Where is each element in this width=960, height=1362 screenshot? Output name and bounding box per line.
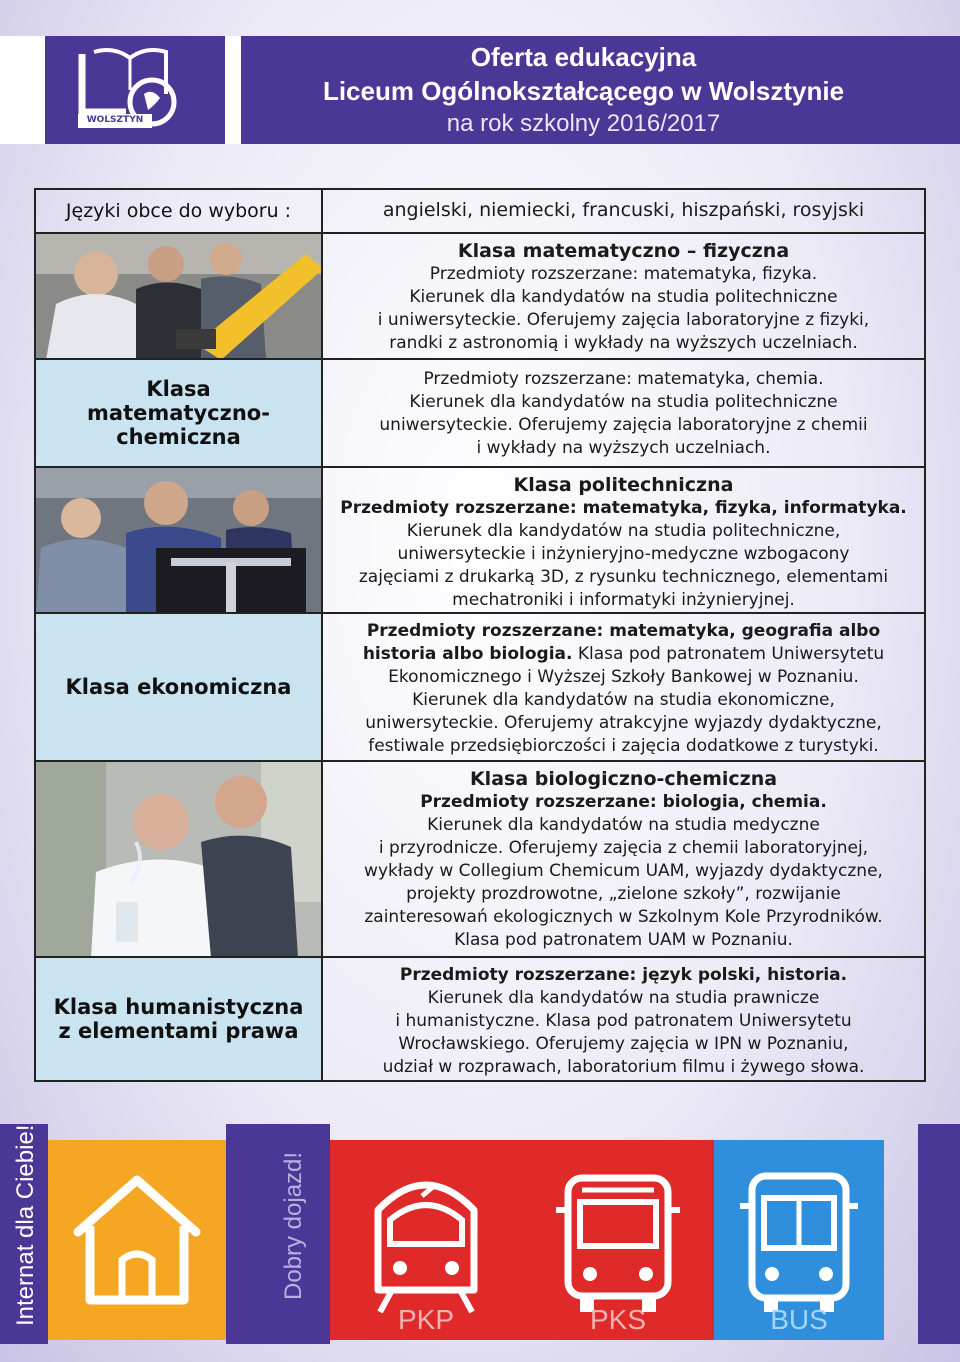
photo-lab [36,762,323,958]
mat-fiz-line3: i uniwersyteckie. Oferujemy zajęcia laboratoryjne z fizyki, [377,310,870,330]
ekonom-line5: uniwersyteckie. Oferujemy atrakcyjne wyjazdy dydaktyczne, [365,713,882,733]
biolchem-line3: i przyrodnicze. Oferujemy zajęcia z chemii laboratoryjnej, [378,838,869,858]
students-lab-image [36,762,323,958]
mat-chem-line4: i wykłady na wyższych uczelniach. [476,438,771,458]
ekonom-line2-rest: Klasa pod patronatem Uniwersytetu [572,644,885,664]
politech-title: Klasa politechniczna [513,474,734,496]
students-3d-printer-image [36,468,323,614]
mat-chem-label-2: matematyczno- [87,401,270,425]
biolchem-line4: wykłady w Collegium Chemicum UAM, wyjazdy dydaktyczne, [364,861,883,881]
bus-tile [714,1140,884,1340]
title-line-1: Oferta edukacyjna [470,42,697,72]
biolchem-line6: zainteresowań ekologicznych w Szkolnym Kole Przyrodników. [364,907,883,927]
human-line1: Przedmioty rozszerzane: język polski, historia. [399,965,848,985]
ekonom-line1: Przedmioty rozszerzane: matematyka, geografia albo [366,621,881,641]
politech-line5: mechatroniki i informatyki inżynieryjnej. [452,590,795,610]
biolchem-line1: Przedmioty rozszerzane: biologia, chemia. [420,792,827,812]
mat-fiz-cell [323,234,924,360]
ekonom-line6: festiwale przedsiębiorczości i zajęcia dodatkowe z turystyki. [368,736,879,756]
dojazd-text: Dobry dojazd! [280,1151,307,1300]
biolchem-cell [323,762,924,958]
header-title-box [241,36,926,144]
ekonom-line2 [323,643,924,666]
title-line-3: na rok szkolny 2016/2017 [446,110,721,137]
mat-fiz-line2: Kierunek dla kandydatów na studia politechniczne [409,287,838,307]
pks-tile [522,1140,714,1340]
house-icon [48,1140,226,1340]
header-left-margin [0,36,45,144]
bottom-right-purple [918,1124,960,1344]
ekonom-cell [323,614,924,762]
offer-table [34,188,926,1082]
pks-label: PKS [589,1304,647,1335]
title-line-2: Liceum Ogólnokształcącego w Wolsztynie [322,76,845,106]
pkp-tile [330,1140,522,1340]
logo-box [45,36,225,144]
human-cell [323,958,924,1080]
bus-label: BUS [770,1304,828,1335]
mat-chem-line2: Kierunek dla kandydatów na studia politechniczne [409,392,838,412]
biolchem-title: Klasa biologiczno-chemiczna [469,768,778,790]
politech-cell [323,468,924,614]
biolchem-line2: Kierunek dla kandydatów na studia medyczne [427,815,820,835]
mat-chem-line1: Przedmioty rozszerzane: matematyka, chemia. [423,369,824,389]
logo-text: WOLSZTYN [86,115,144,125]
students-telescope-image [36,234,323,360]
mat-chem-line3: uniwersyteckie. Oferujemy zajęcia laboratoryjne z chemii [379,415,868,435]
ekonom-line2-bold: historia albo biologia. [362,644,573,664]
header-gap [225,36,241,144]
biolchem-line7: Klasa pod patronatem UAM w Poznaniu. [454,930,793,950]
photo-3d-printer [36,468,323,614]
mat-fiz-title: Klasa matematyczno – fizyczna [457,240,790,262]
human-line3: i humanistyczne. Klasa pod patronatem Uniwersytetu [395,1011,852,1031]
human-label-2: z elementami prawa [58,1019,299,1043]
mat-chem-label-1: Klasa [146,377,211,401]
languages-label: Języki obce do wyboru : [36,190,323,234]
human-line2: Kierunek dla kandydatów na studia prawnicze [427,988,820,1008]
mat-chem-label [36,360,323,468]
pkp-label: PKP [397,1304,455,1335]
languages-value: angielski, niemiecki, francuski, hiszpański, rosyjski [323,190,924,234]
human-label-1: Klasa humanistyczna [53,995,304,1019]
human-line4: Wrocławskiego. Oferujemy zajęcia w IPN w Poznaniu, [398,1034,849,1054]
bottom-mid-purple [226,1124,330,1344]
human-label [36,958,323,1080]
mat-fiz-line4: randki z astronomią i wykłady na wyższych uczelniach. [389,333,858,353]
politech-line1: Przedmioty rozszerzane: matematyka, fizyka, informatyka. [340,498,907,518]
internet-text: Internat dla Ciebie! [12,1124,39,1326]
mat-fiz-line1: Przedmioty rozszerzane: matematyka, fizyka. [429,264,818,284]
photo-telescope [36,234,323,360]
ekonom-line3: Ekonomicznego i Wyższej Szkoły Bankowej w Poznaniu. [388,667,859,687]
house-tile [48,1140,226,1340]
politech-line4: zajęciami z drukarką 3D, z rysunku technicznego, elementami [358,567,889,587]
human-line5: udział w rozprawach, laboratorium filmu i żywego słowa. [382,1057,865,1077]
ekonom-line4: Kierunek dla kandydatów na studia ekonomiczne, [412,690,835,710]
politech-line3: uniwersyteckie i inżynieryjno-medyczne wzbogacony [397,544,850,564]
politech-line2: Kierunek dla kandydatów na studia politechniczne, [406,521,841,541]
header-right-strip [926,36,960,144]
mat-chem-cell [323,360,924,468]
mat-chem-label-3: chemiczna [116,425,241,449]
ekonom-label: Klasa ekonomiczna [36,614,323,762]
biolchem-line5: projekty prozdrowotne, „zielone szkoły”, rozwijanie [406,884,841,904]
